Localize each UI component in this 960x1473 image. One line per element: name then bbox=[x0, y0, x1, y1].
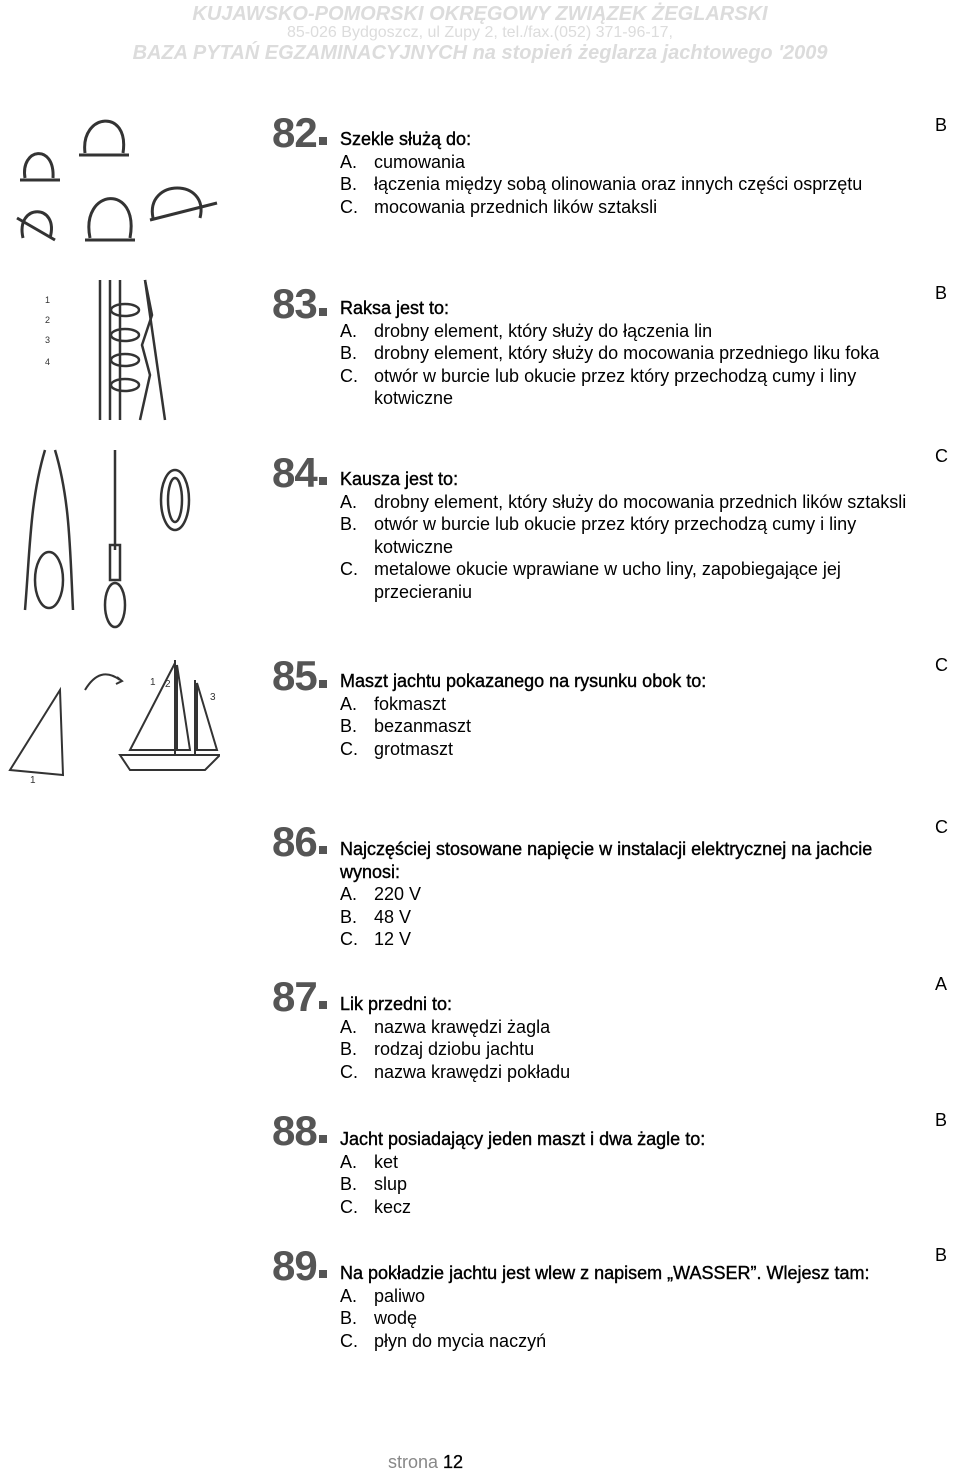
sail-label-1: 1 bbox=[150, 677, 156, 688]
raksa-label-2: 2 bbox=[45, 315, 51, 325]
thimble-illustration bbox=[15, 440, 215, 630]
question-text: Jacht posiadający jeden maszt i dwa żagle to: bbox=[340, 1129, 706, 1149]
option-c: C. 12 V bbox=[340, 929, 412, 949]
sail-label-3: 3 bbox=[210, 692, 216, 703]
option-c: C. nazwa krawędzi pokładu bbox=[340, 1061, 571, 1082]
question-text: Na pokładzie jachtu jest wlew z napisem „WASSER”. Wlejesz tam: bbox=[340, 1263, 870, 1283]
sail-label-4: 1 bbox=[30, 775, 36, 785]
option-c: C. mocowania przednich lików sztaksli bbox=[340, 196, 658, 217]
option-a: A. 220 V bbox=[340, 884, 422, 904]
raksa-illustration bbox=[40, 275, 170, 425]
answer-key: B bbox=[935, 1245, 948, 1265]
header-org-name: KUJAWSKO-POMORSKI OKRĘGOWY ZWIĄZEK ŻEGLARSKI bbox=[192, 3, 768, 25]
option-a: A. drobny element, który służy do mocowania przednich lików sztaksli bbox=[340, 491, 907, 512]
question-number: 83 bbox=[272, 283, 327, 325]
answer-key: B bbox=[935, 283, 948, 303]
option-c: C. otwór w burcie lub okucie przez który przechodzą cumy i liny kotwiczne bbox=[340, 365, 857, 408]
raksa-label-3: 3 bbox=[45, 335, 51, 345]
answer-key: C bbox=[935, 446, 948, 466]
option-b: B. 48 V bbox=[340, 906, 412, 927]
question-number: 85 bbox=[272, 655, 327, 697]
option-a: A. drobny element, który służy do łączenia lin bbox=[340, 320, 713, 341]
answer-key: C bbox=[935, 655, 948, 675]
question-text: Najczęściej stosowane napięcie w instalacji elektrycznej na jachcie wynosi: bbox=[340, 839, 873, 882]
question-text: Raksa jest to: bbox=[340, 298, 450, 318]
option-a: A. paliwo bbox=[340, 1285, 426, 1306]
option-a: A. nazwa krawędzi żagla bbox=[340, 1016, 551, 1037]
shackles-illustration bbox=[5, 108, 225, 248]
question-text: Szekle służą do: bbox=[340, 129, 472, 149]
raksa-label-4: 4 bbox=[45, 357, 51, 367]
question-number: 89 bbox=[272, 1245, 327, 1287]
page-label: strona bbox=[388, 1452, 439, 1472]
question-body bbox=[340, 128, 910, 218]
question-body bbox=[340, 468, 910, 603]
option-c: C. płyn do mycia naczyń bbox=[340, 1330, 547, 1351]
option-c: C. grotmaszt bbox=[340, 738, 454, 759]
question-number: 84 bbox=[272, 452, 327, 494]
option-c: C. kecz bbox=[340, 1196, 412, 1217]
page-number: 12 bbox=[443, 1452, 464, 1472]
question-text: Kausza jest to: bbox=[340, 469, 459, 489]
option-b: B. rodzaj dziobu jachtu bbox=[340, 1039, 535, 1059]
question-body bbox=[340, 838, 910, 951]
option-a: A. ket bbox=[340, 1151, 399, 1172]
question-body bbox=[340, 1262, 910, 1352]
header-title: BAZA PYTAŃ EGZAMINACYJNYCH na stopień żeglarza jachtowego '2009 bbox=[132, 42, 828, 64]
option-b: B. slup bbox=[340, 1174, 408, 1194]
answer-key: B bbox=[935, 1110, 948, 1130]
question-body bbox=[340, 993, 910, 1083]
answer-key: C bbox=[935, 817, 948, 837]
option-c: C. metalowe okucie wprawiane w ucho liny, zapobiegające jej przecieraniu bbox=[340, 559, 841, 602]
question-body bbox=[340, 1128, 910, 1218]
question-number: 82 bbox=[272, 112, 327, 154]
option-b: B. łączenia między sobą olinowania oraz innych części osprzętu bbox=[340, 174, 863, 194]
answer-key: A bbox=[935, 974, 948, 994]
question-body bbox=[340, 297, 910, 410]
question-number: 86 bbox=[272, 821, 327, 863]
question-body bbox=[340, 670, 910, 760]
question-text: Maszt jachtu pokazanego na rysunku obok to: bbox=[340, 671, 707, 691]
option-a: A. cumowania bbox=[340, 151, 466, 172]
option-b: B. wodę bbox=[340, 1308, 418, 1328]
option-a: A. fokmaszt bbox=[340, 693, 447, 714]
option-b: B. bezanmaszt bbox=[340, 716, 472, 736]
question-number: 87 bbox=[272, 976, 327, 1018]
sail-label-2: 2 bbox=[165, 679, 171, 690]
header-address: 85-026 Bydgoszcz, ul Zupy 2, tel./fax.(052) 371-96-17, bbox=[287, 24, 673, 41]
sailboat-illustration bbox=[5, 655, 220, 785]
question-text: Lik przedni to: bbox=[340, 994, 453, 1014]
raksa-label-1: 1 bbox=[45, 295, 51, 305]
option-b: B. drobny element, który służy do mocowania przedniego liku foka bbox=[340, 343, 880, 363]
option-b: B. otwór w burcie lub okucie przez który przechodzą cumy i liny kotwiczne bbox=[340, 514, 857, 557]
answer-key: B bbox=[935, 115, 948, 135]
question-number: 88 bbox=[272, 1110, 327, 1152]
